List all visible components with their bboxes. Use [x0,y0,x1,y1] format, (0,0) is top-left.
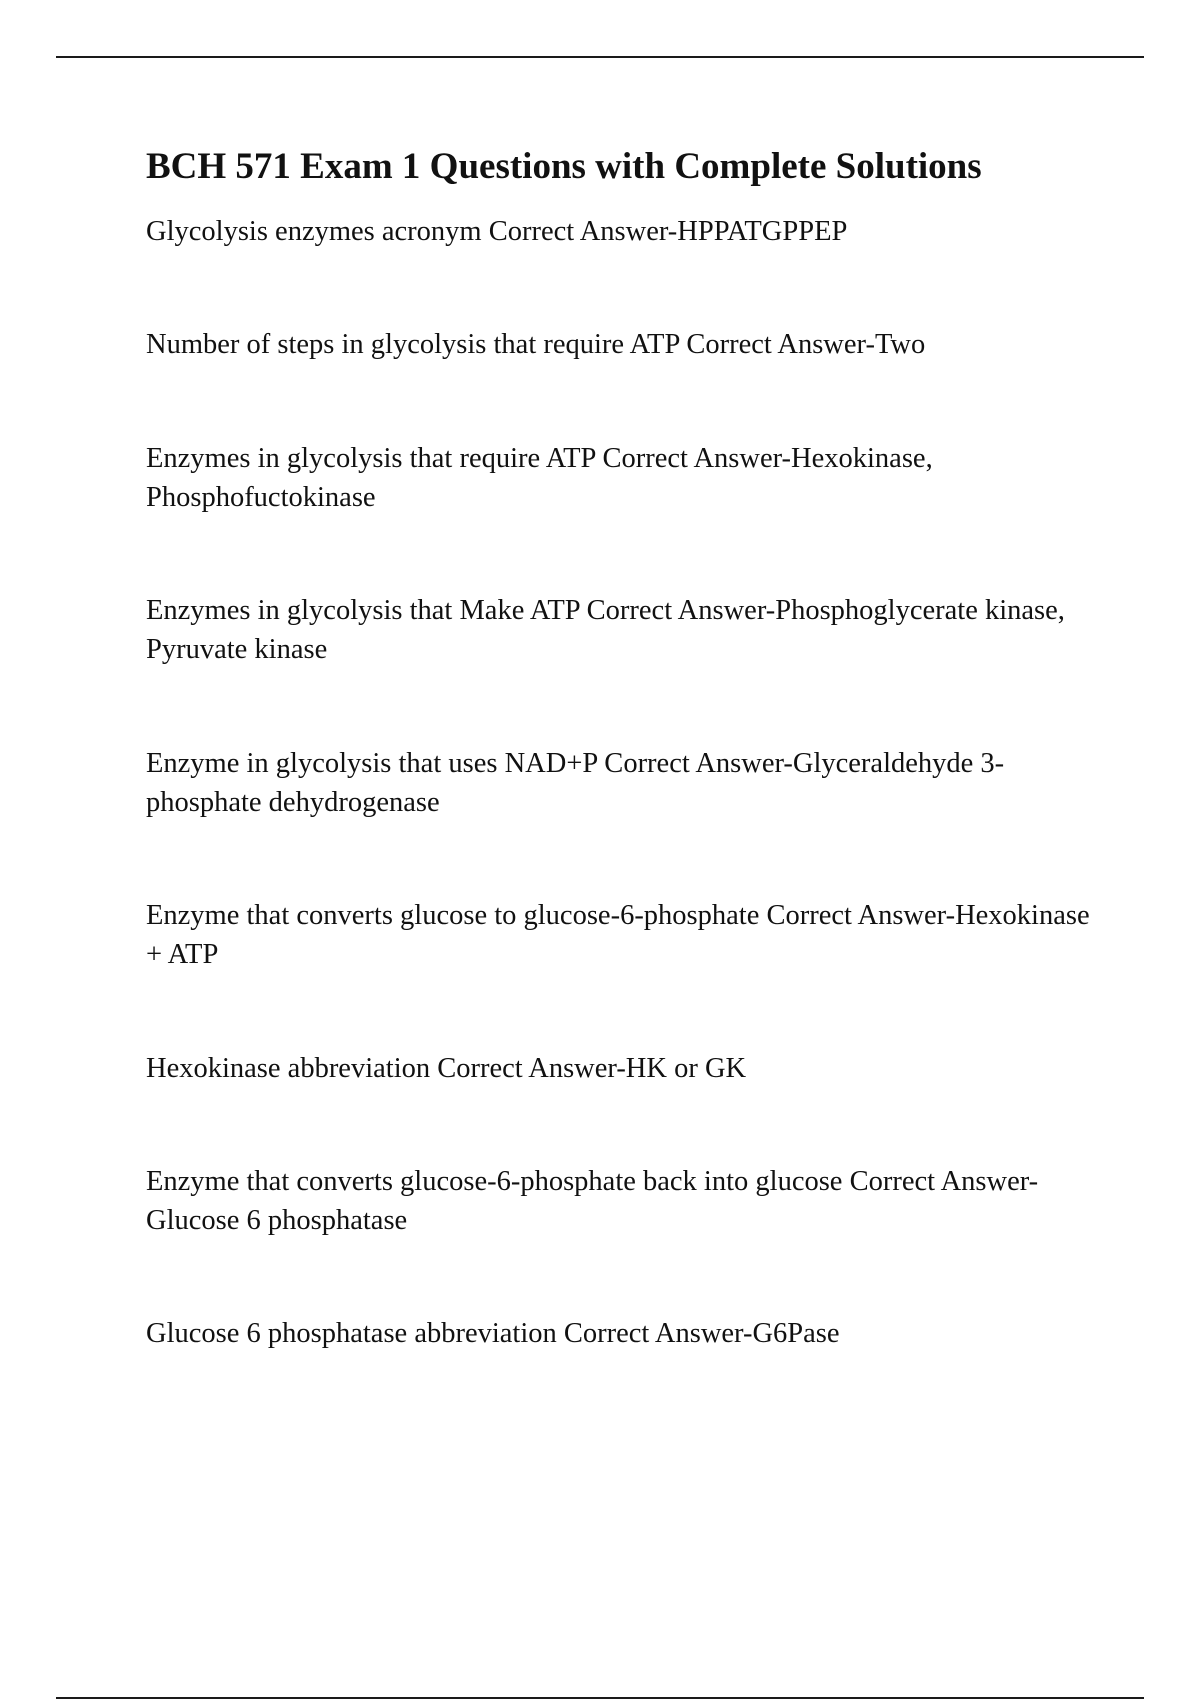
qa-item-8: Enzyme that converts glucose-6-phosphate back into glucose Correct Answer-Glucose 6 phosphatase [146,1166,1039,1236]
qa-item-1: Glycolysis enzymes acronym Correct Answer-HPPATGPPEP [146,216,848,247]
header-rule [56,56,1144,58]
qa-item-4: Enzymes in glycolysis that Make ATP Correct Answer-Phosphoglycerate kinase, Pyruvate kinase [146,595,1065,665]
qa-item-6: Enzyme that converts glucose to glucose-6-phosphate Correct Answer-Hexokinase + ATP [146,900,1090,970]
qa-item-3: Enzymes in glycolysis that require ATP Correct Answer-Hexokinase, Phosphofuctokinase [146,443,933,513]
footer-rule [56,1697,1144,1699]
qa-item-9: Glucose 6 phosphatase abbreviation Correct Answer-G6Pase [146,1318,840,1349]
qa-item-7: Hexokinase abbreviation Correct Answer-HK or GK [146,1053,747,1084]
qa-item-5: Enzyme in glycolysis that uses NAD+P Correct Answer-Glyceraldehyde 3-phosphate dehydrogenase [146,748,1005,818]
document-title: BCH 571 Exam 1 Questions with Complete Solutions [146,146,982,187]
qa-item-2: Number of steps in glycolysis that require ATP Correct Answer-Two [146,329,926,360]
